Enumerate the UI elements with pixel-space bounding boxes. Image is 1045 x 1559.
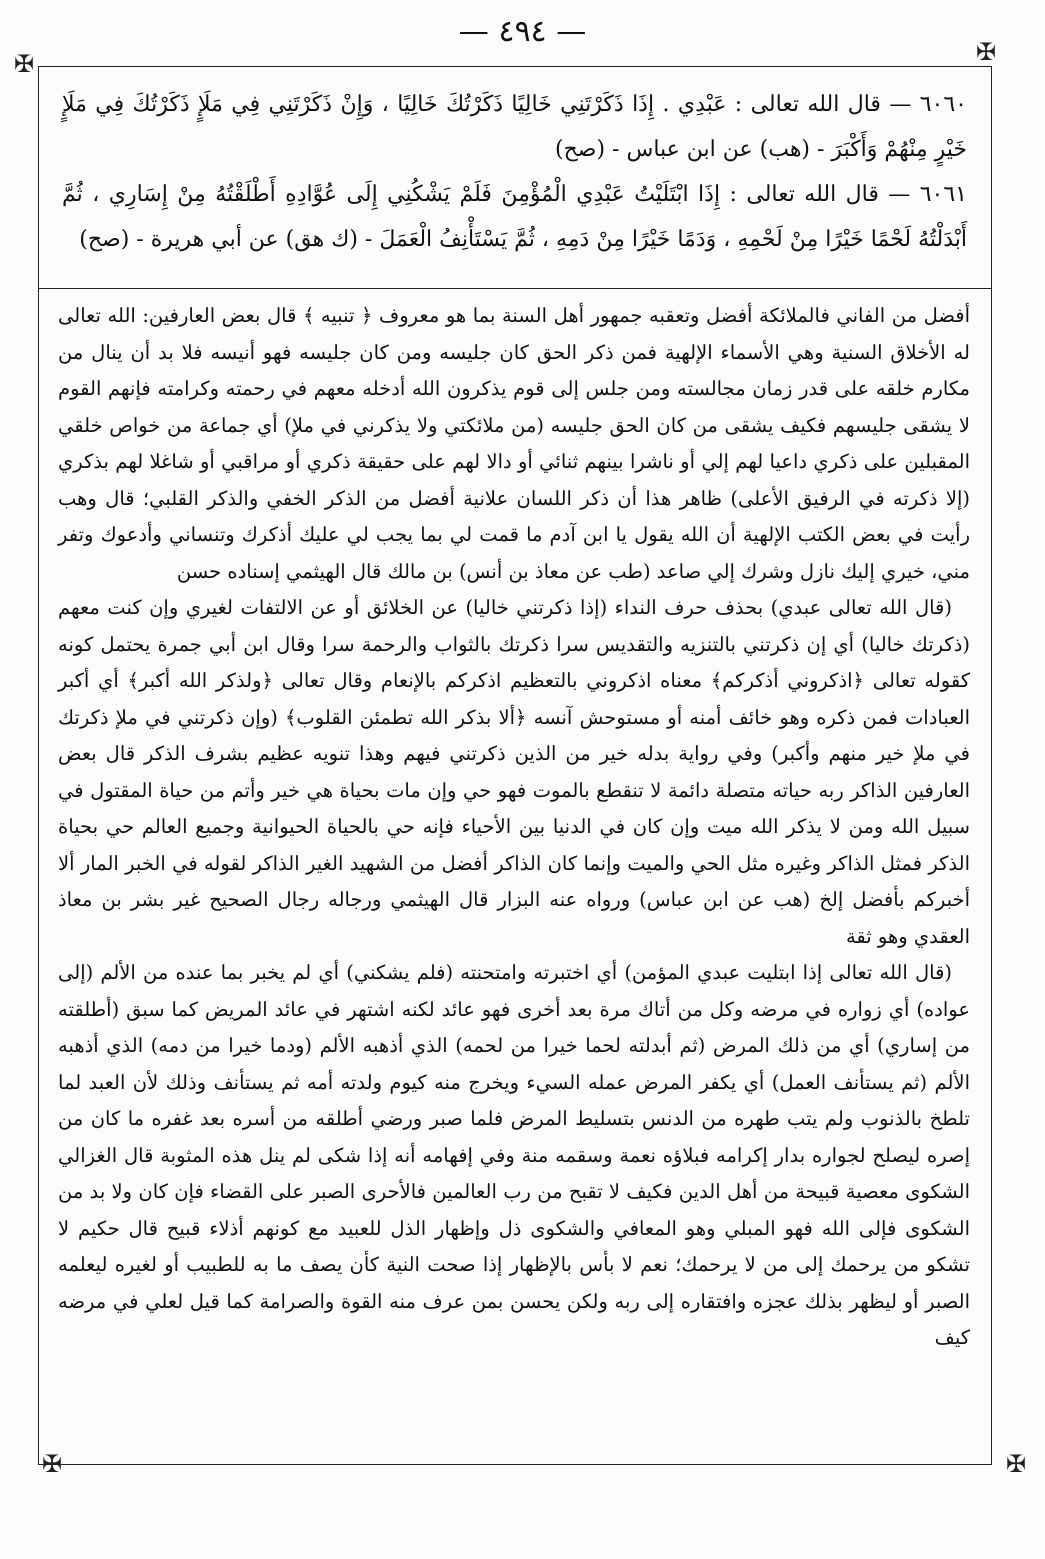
hadith-6060: ٦٠٦٠ — قال الله تعالى : عَبْدِي . إِذَا ذَكَرْتَنِي خَالِيًا ذَكَرْتُكَ خَالِيًا ، وَإِنْ ذَكَرْتَنِي فِي مَلَإٍ ذَكَرْتُكَ فِي مَلَإٍ خَيْرٍ مِنْهُمْ وَأَكْبَرَ - (هب) عن ابن عباس - (صح) xyxy=(62,92,967,162)
section-divider xyxy=(38,288,992,289)
corner-ornament-icon: ✠ xyxy=(14,50,35,78)
corner-ornament-icon: ✠ xyxy=(1006,1450,1027,1478)
commentary-block xyxy=(58,298,970,1357)
page-number: — ٤٩٤ — xyxy=(458,14,587,49)
hadith-6061: ٦٠٦١ — قال الله تعالى : إِذَا ابْتَلَيْتُ عَبْدِي الْمُؤْمِنَ فَلَمْ يَشْكُنِي إِلَى عُوَّادِهِ أَطْلَقْتُهُ مِنْ إِسَارِي ، ثُمَّ أَبْدَلْتُهُ لَحْمًا خَيْرًا مِنْ لَحْمِهِ ، وَدَمًا خَيْرًا مِنْ دَمِهِ ، ثُمَّ يَسْتَأْنِفُ الْعَمَلَ - (ك هق) عن أبي هريرة - (صح) xyxy=(62,182,967,252)
hadith-text-block xyxy=(62,82,967,262)
corner-ornament-icon: ✠ xyxy=(42,1450,63,1478)
commentary-paragraph: أفضل من الفاني فالملائكة أفضل وتعقبه جمهور أهل السنة بما هو معروف ﴿ تنبيه ﴾ قال بعض العارفين: الله تعالى له الأخلاق السنية وهي الأسماء الإلهية فمن ذكر الحق كان جليسه ومن كان جليسه فهو أنيسه فلا بد أن ينال من مكارم خلقه على قدر زمان مجالسته ومن جلس إلى قوم يذكرون الله أدخله معهم في رحمته وكرامته فإنهم القوم لا يشقى جليسهم فكيف يشقى من كان الحق جليسه (من ملائكتي ولا يذكرني في ملإ) أي جماعة من خواص خلقي المقبلين على ذكري داعيا لهم إلي أو ناشرا بينهم ثنائي أو دالا لهم على حقيقة ذكري أو مراقبي أو شاغلا لهم بذكري (إلا ذكرته في الرفيق الأعلى) ظاهر هذا أن ذكر اللسان علانية أفضل من الذكر الخفي والذكر القلبي؛ قال وهب رأيت في بعض الكتب الإلهية أن الله يقول يا ابن آدم ما قمت لي بما يجب لي عليك أذكرك وتنساني وأدعوك وتفر مني، خيري إليك نازل وشرك إلي صاعد (طب عن معاذ بن أنس) بن مالك قال الهيثمي إسناده حسن xyxy=(58,304,970,583)
commentary-paragraph: (قال الله تعالى عبدي) بحذف حرف النداء (إذا ذكرتني خاليا) عن الخلائق أو عن الالتفات لغيري وإن كنت معهم (ذكرتك خاليا) أي إن ذكرتني بالتنزيه والتقديس سرا ذكرتك بالثواب والرحمة سرا وقال ابن أبي جمرة يحتمل كونه كقوله تعالى ﴿اذكروني أذكركم﴾ معناه اذكروني بالتعظيم اذكركم بالإنعام وقال تعالى ﴿ولذكر الله أكبر﴾ أي أكبر العبادات فمن ذكره وهو خائف أمنه أو مستوحش آنسه ﴿ألا بذكر الله تطمئن القلوب﴾ (وإن ذكرتني في ملإ ذكرتك في ملإ خير منهم وأكبر) وفي رواية بدله خير من الذين ذكرتني فيهم وهذا تنويه عظيم بشرف الذكر قال بعض العارفين الذاكر ربه حياته متصلة دائمة لا تنقطع بالموت فهو حي وإن مات بحياة هي خير وأتم من حياة المقتول في سبيل الله ومن لا يذكر الله ميت وإن كان في الدنيا بين الأحياء فإنه حي بالحياة الحيوانية وجميع العالم حي بحياة الذكر فمثل الذاكر وغيره مثل الحي والميت وإنما كان الذاكر أفضل من الشهيد الغير الذاكر لقوله في الخبر المار ألا أخبركم بأفضل إلخ (هب عن ابن عباس) ورواه عنه البزار قال الهيثمي ورجاله رجال الصحيح غير بشر بن معاذ العقدي وهو ثقة xyxy=(58,596,970,948)
commentary-paragraph: (قال الله تعالى إذا ابتليت عبدي المؤمن) أي اختبرته وامتحنته (فلم يشكني) أي لم يخبر بما عنده من الألم (إلى عواده) أي زواره في مرضه وكل من أتاك مرة بعد أخرى فهو عائد لكنه اشتهر في عائد المريض كما سبق (أطلقته من إساري) أي من ذلك المرض (ثم أبدلته لحما خيرا من لحمه) الذي أذهبه الألم (ودما خيرا من دمه) الذي أذهبه الألم (ثم يستأنف العمل) أي يكفر المرض عمله السيء ويخرج منه كيوم ولدته أمه ثم يستأنف وذلك لأن العبد لما تلطخ بالذنوب ولم يتب طهره من الدنس بتسليط المرض فلما صبر ورضي أطلقه من أسره بعد غفره ما كان من إصره ليصلح لجواره بدار إكرامه فبلاؤه نعمة وسقمه منة وفي إفهامه أنه إذا شكى لم ينل هذه المثوبة قال الغزالي الشكوى معصية قبيحة من أهل الدين فكيف لا تقبح من رب العالمين فالأحرى الصبر على القضاء فإن كان ولا بد من الشكوى فإلى الله فهو المبلي وهو المعافي والشكوى ذل وإظهار الذل للعبيد مع كونهم أذلاء قبيح قال حكيم لا تشكو من يرحمك إلى من لا يرحمك؛ نعم لا بأس بالإظهار إذا صحت النية كأن يصف ما به للطبيب أو لغيره ليعلمه الصبر أو ليظهر بذلك عجزه وافتقاره إلى ربه ولكن يحسن بمن عرف منه القوة والصرامة كما قيل لعلي في مرضه كيف xyxy=(58,961,970,1349)
corner-ornament-icon: ✠ xyxy=(976,38,997,66)
